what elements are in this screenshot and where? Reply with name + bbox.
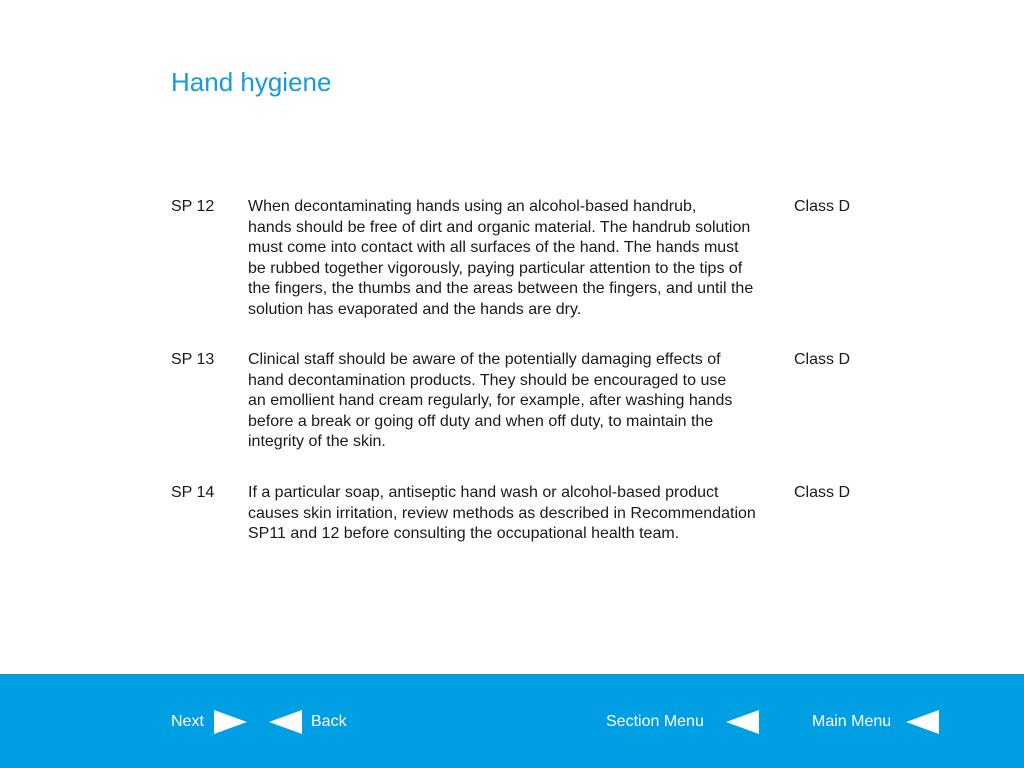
arrow-left-icon	[906, 710, 939, 734]
recommendation-sp13	[171, 350, 871, 483]
text-line: integrity of the skin.	[248, 433, 386, 450]
evidence-class: Class D	[794, 198, 851, 215]
evidence-class: Class D	[794, 351, 851, 368]
footer-nav-bar	[0, 674, 1024, 768]
recommendation-sp12	[171, 197, 871, 350]
text-line: before a break or going off duty and when off duty, to maintain the	[248, 412, 714, 430]
recommendation-code: SP 13	[171, 351, 215, 368]
page-title: Hand hygiene	[171, 67, 332, 97]
text-line: Clinical staff should be aware of the potentially damaging effects of	[248, 351, 721, 368]
arrow-left-icon	[269, 710, 302, 734]
text-line: an emollient hand cream regularly, for example, after washing hands	[248, 392, 733, 409]
text-line: SP11 and 12 before consulting the occupational health team.	[248, 525, 680, 542]
recommendation-text	[248, 483, 793, 545]
text-line: If a particular soap, antiseptic hand wash or alcohol-based product	[248, 484, 719, 501]
main-menu-button[interactable]	[812, 710, 940, 734]
text-line: must come into contact with all surfaces of the hand. The hands must	[248, 239, 739, 256]
back-button[interactable]	[269, 710, 349, 734]
recommendation-text	[248, 197, 793, 320]
text-line: When decontaminating hands using an alcohol-based handrub,	[248, 198, 697, 215]
main-menu-label: Main Menu	[812, 713, 892, 730]
text-line: hand decontamination products. They should be encouraged to use	[248, 371, 727, 389]
text-line: the fingers, the thumbs and the areas between the fingers, and until the	[248, 280, 754, 297]
arrow-right-icon	[214, 710, 247, 734]
text-line: be rubbed together vigorously, paying particular attention to the tips of	[248, 259, 743, 277]
next-label: Next	[171, 713, 204, 730]
text-line: solution has evaporated and the hands are dry.	[248, 300, 582, 318]
next-button[interactable]	[171, 710, 247, 734]
back-label: Back	[311, 713, 347, 730]
evidence-class: Class D	[794, 484, 851, 501]
section-menu-label: Section Menu	[606, 713, 704, 730]
recommendation-sp14	[171, 483, 871, 636]
text-line: causes skin irritation, review methods as described in Recommendation	[248, 504, 756, 522]
text-line: hands should be free of dirt and organic material. The handrub solution	[248, 218, 751, 236]
arrow-left-icon	[726, 710, 759, 734]
section-menu-button[interactable]	[606, 710, 760, 734]
recommendation-code: SP 12	[171, 198, 215, 215]
recommendation-code: SP 14	[171, 484, 215, 501]
recommendations-list	[171, 197, 871, 636]
recommendation-text	[248, 350, 793, 453]
